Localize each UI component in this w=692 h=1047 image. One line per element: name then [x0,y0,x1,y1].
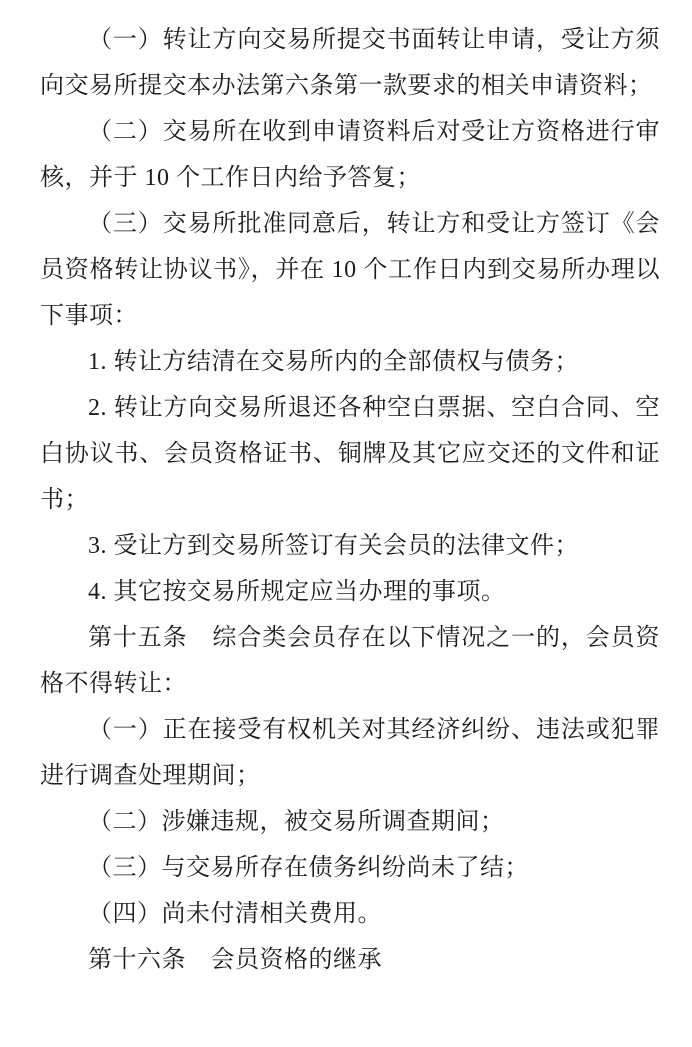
list-item-1: 1. 转让方结清在交易所内的全部债权与债务； [88,349,579,375]
article-15-item-2: （二）涉嫌违规，被交易所调查期间； [88,809,505,835]
article-16-heading: 第十六条 会员资格的继承 [88,947,382,973]
list-item-2: 2. 转让方向交易所退还各种空白票据、空白合同、空白协议书、会员资格证书、铜牌及其它应交还的文件和证书； [40,395,660,513]
article-15-heading: 第十五条 综合类会员存在以下情况之一的，会员资格不得转让： [40,625,660,697]
article-15-item-4: （四）尚未付清相关费用。 [88,901,382,927]
list-item-4: 4. 其它按交易所规定应当办理的事项。 [88,579,506,605]
paragraph-item-2: （二）交易所在收到申请资料后对受让方资格进行审核，并于 10 个工作日内给予答复； [40,119,660,191]
paragraph-item-3: （三）交易所批准同意后，转让方和受让方签订《会员资格转让协议书》，并在 10 个工作日内到交易所办理以下事项： [40,211,660,329]
article-15-item-1: （一）正在接受有权机关对其经济纠纷、违法或犯罪进行调查处理期间； [40,717,660,789]
article-15-item-3: （三）与交易所存在债务纠纷尚未了结； [88,855,529,881]
list-item-3: 3. 受让方到交易所签订有关会员的法律文件； [88,533,579,559]
paragraph-item-1: （一）转让方向交易所提交书面转让申请，受让方须向交易所提交本办法第六条第一款要求的相关申请资料； [40,27,660,99]
